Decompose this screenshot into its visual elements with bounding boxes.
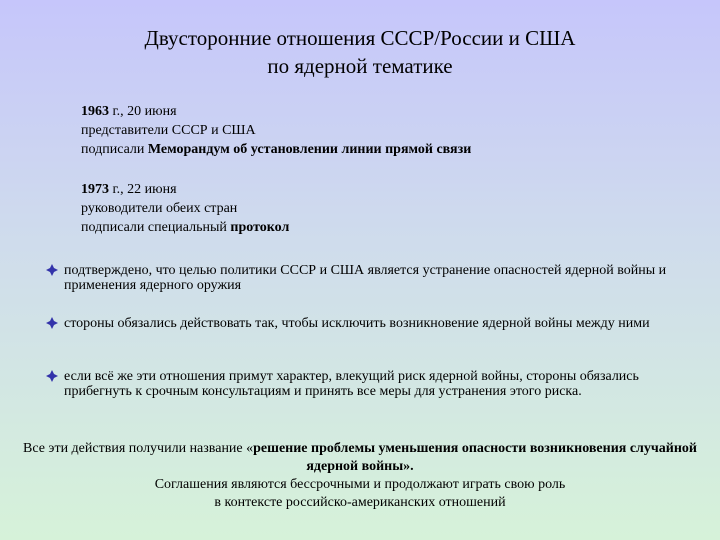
event-1963-document: Меморандум об установлении линии прямой связи [147, 142, 472, 157]
diamond-bullet-icon [46, 264, 58, 276]
summary-line-1 [8, 440, 712, 476]
summary-term: решение проблемы уменьшения опасности возникновения случайной ядерной войны [253, 441, 697, 474]
summary-block [8, 440, 712, 512]
event-1973-year: 1973 [81, 182, 109, 197]
event-1973-date [81, 180, 289, 199]
event-1973-participants: руководители обеих стран [81, 201, 238, 216]
event-1973-action [81, 218, 289, 237]
summary-suffix: ». [403, 459, 414, 474]
event-1963-block [81, 102, 471, 159]
summary-line-3: в контексте российско-американских отношений [214, 495, 506, 510]
event-1973-date-rest: г., 22 июня [109, 182, 177, 197]
event-1963-date-rest: г., 20 июня [109, 104, 177, 119]
event-1973-block [81, 180, 289, 237]
event-1963-participants: представители СССР и США [81, 123, 256, 138]
summary-prefix: Все эти действия получили название « [23, 441, 254, 456]
bullet-text: стороны обязались действовать так, чтобы исключить возникновение ядерной войны между ними [64, 316, 650, 331]
event-1963-date [81, 102, 471, 121]
title-line-2: по ядерной тематике [267, 54, 453, 78]
event-1973-action-prefix: подписали специальный [81, 220, 231, 235]
summary-line-2: Соглашения являются бессрочными и продолжают играть свою роль [154, 477, 566, 492]
diamond-bullet-icon [46, 370, 58, 382]
bullet-item [46, 316, 706, 331]
bullet-text: если всё же эти отношения примут характер, влекущий риск ядерной войны, стороны обязались прибегнуть к срочным консультациям и принять все меры для устранения этого риска. [64, 369, 639, 399]
bullet-text: подтверждено, что целью политики СССР и США является устранение опасностей ядерной войны и применения ядерного оружия [64, 263, 667, 293]
event-1973-document: протокол [230, 220, 290, 235]
bullet-item [46, 263, 706, 293]
title-line-1: Двусторонние отношения СССР/России и США [144, 26, 576, 50]
event-1963-action [81, 140, 471, 159]
bullet-item [46, 369, 706, 399]
page-title [0, 24, 720, 80]
diamond-bullet-icon [46, 317, 58, 329]
event-1963-action-prefix: подписали [81, 142, 148, 157]
event-1963-year: 1963 [81, 104, 109, 119]
